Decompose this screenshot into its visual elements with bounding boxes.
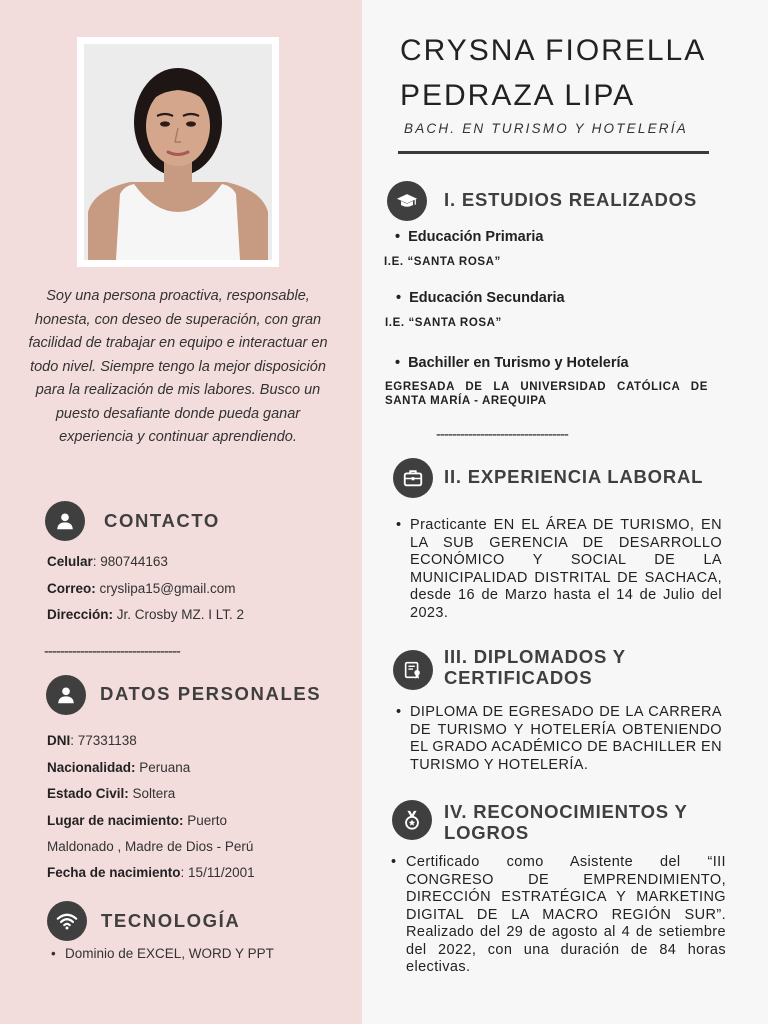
phone-label: Celular xyxy=(47,554,93,569)
technology-list xyxy=(47,946,274,961)
birthdate-line xyxy=(47,865,255,880)
section-divider: --------------------------------- xyxy=(436,426,568,443)
diplomas-heading xyxy=(444,646,626,688)
bachelor-title: • Bachiller en Turismo y Hotelería xyxy=(395,355,629,371)
birthplace-line xyxy=(47,813,227,828)
medal-icon xyxy=(392,800,432,840)
education-heading: I. ESTUDIOS REALIZADOS xyxy=(444,189,697,210)
civil-status-label: Estado Civil: xyxy=(47,786,129,801)
phone-line xyxy=(47,554,168,569)
awards-heading-line-2: LOGROS xyxy=(444,822,529,843)
diplomas-heading-line-2: CERTIFICADOS xyxy=(444,667,593,688)
name-line-2: PEDRAZA LIPA xyxy=(400,79,636,112)
contact-heading: CONTACTO xyxy=(104,510,220,531)
birthdate-label: Fecha de nacimiento xyxy=(47,865,181,880)
nationality-label: Nacionalidad: xyxy=(47,760,136,775)
diplomas-text: DIPLOMA DE EGRESADO DE LA CARRERA DE TURISMO Y HOTELERÍA OBTENIENDO EL GRADO ACADÉMICO DE BACHILLER EN TURISMO Y HOTELERÍA. xyxy=(410,704,722,773)
person-icon xyxy=(46,675,86,715)
bullet: • xyxy=(391,854,397,870)
birthplace-value: Puerto xyxy=(183,813,228,828)
dni-value: : 77331138 xyxy=(70,733,137,748)
birthplace-label: Lugar de nacimiento: xyxy=(47,813,184,828)
name-line-1: CRYSNA FIORELLA xyxy=(400,34,707,67)
profession-subtitle: BACH. EN TURISMO Y HOTELERÍA xyxy=(404,121,688,136)
awards-text: Certificado como Asistente del “III CONGRESO DE EMPRENDIMIENTO, DIRECCIÓN ESTRATÉGICA Y MARKETING DIGITAL DE LA MACRO REGIÓN SUR”. Realizado del 29 de agosto al 4 de setiembre del 2022, con una duración de 84 horas electivas. xyxy=(406,854,726,975)
primary-school: I.E. “SANTA ROSA” xyxy=(384,256,501,268)
dni-label: DNI xyxy=(47,733,71,748)
profile-photo xyxy=(84,44,272,260)
email-line xyxy=(47,581,236,596)
briefcase-icon xyxy=(393,458,433,498)
list-item: • Dominio de EXCEL, WORD Y PPT xyxy=(47,946,274,961)
bachelor-school: EGRESADA DE LA UNIVERSIDAD CATÓLICA DE SANTA MARÍA - AREQUIPA xyxy=(385,381,708,407)
secondary-education-title: • Educación Secundaria xyxy=(396,290,565,306)
secondary-school: I.E. “SANTA ROSA” xyxy=(385,317,502,329)
diplomas-heading-line-1: III. DIPLOMADOS Y xyxy=(444,646,626,667)
full-name xyxy=(400,28,706,118)
email-value[interactable]: cryslipa15@gmail.com xyxy=(95,581,236,596)
personal-heading: DATOS PERSONALES xyxy=(100,683,322,704)
birthplace-line-2: Maldonado , Madre de Dios - Perú xyxy=(47,839,254,854)
nationality-line xyxy=(47,760,190,775)
address-line xyxy=(47,607,244,622)
awards-heading-line-1: IV. RECONOCIMIENTOS Y xyxy=(444,801,688,822)
address-label: Dirección: xyxy=(47,607,114,622)
bullet: • xyxy=(396,517,402,533)
email-label: Correo: xyxy=(47,581,96,596)
experience-heading: II. EXPERIENCIA LABORAL xyxy=(444,466,704,487)
profile-photo-frame xyxy=(77,37,279,267)
address-value: Jr. Crosby MZ. I LT. 2 xyxy=(113,607,245,622)
civil-status-line xyxy=(47,786,175,801)
bullet: • xyxy=(396,704,402,720)
phone-value: : 980744163 xyxy=(92,554,168,569)
nationality-value: Peruana xyxy=(135,760,191,775)
civil-status-value: Soltera xyxy=(128,786,176,801)
section-divider: ---------------------------------- xyxy=(44,643,180,660)
experience-text: Practicante EN EL ÁREA DE TURISMO, EN LA SUB GERENCIA DE DESARROLLO ECONÓMICO Y SOCIAL DE LA MUNICIPALIDAD DISTRITAL DE SACHACA, desde 16 de Marzo hasta el 14 de Julio del 2023. xyxy=(410,517,722,621)
profile-summary: Soy una persona proactiva, responsable, honesta, con deseo de superación, con gran facilidad de trabajar en equipo e interactuar en todo nivel. Siempre tengo la mejor disposición para la realización de mis labores. Busco un puesto desafiante donde pueda ganar experiencia y continuar aprendiendo. xyxy=(28,288,328,445)
birthdate-value: : 15/11/2001 xyxy=(180,865,255,880)
graduation-cap-icon xyxy=(387,181,427,221)
person-icon xyxy=(45,501,85,541)
certificate-icon xyxy=(393,650,433,690)
primary-education-title: • Educación Primaria xyxy=(395,229,543,245)
title-divider xyxy=(398,151,709,154)
dni-line xyxy=(47,733,137,748)
wifi-icon xyxy=(47,901,87,941)
technology-heading: TECNOLOGÍA xyxy=(101,910,241,931)
awards-heading xyxy=(444,801,688,843)
